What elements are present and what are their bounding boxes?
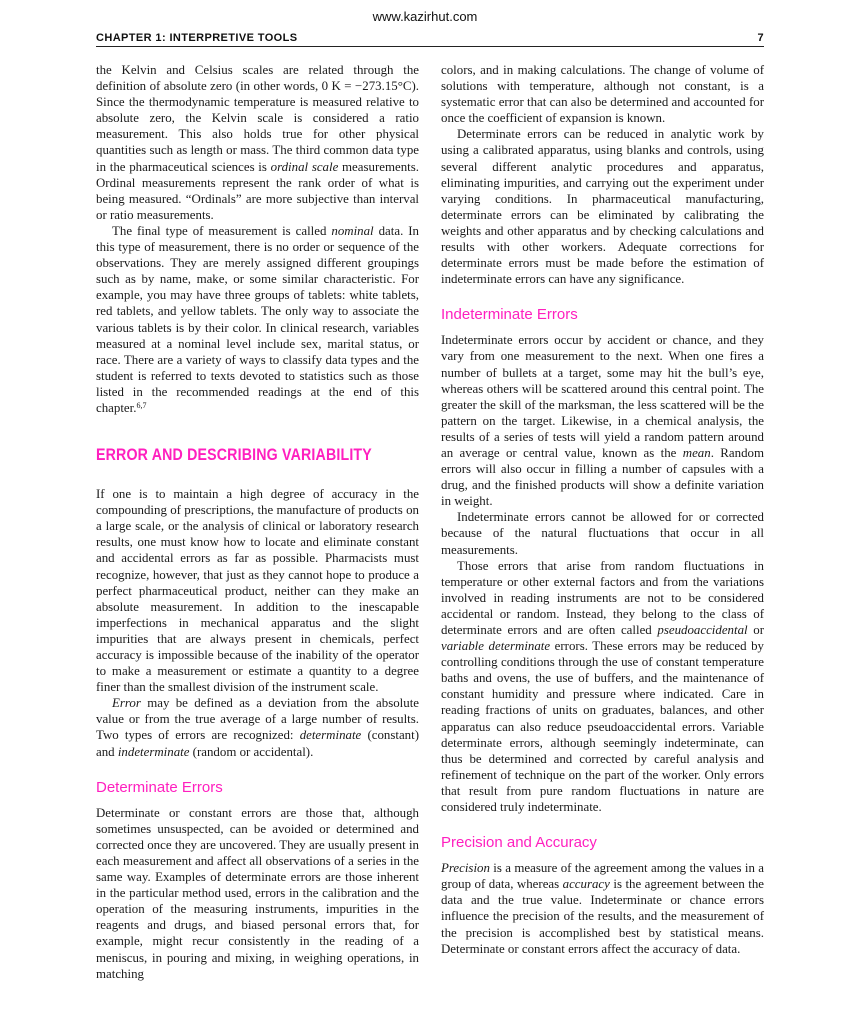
paragraph-indeterminate-errors: Indeterminate errors occur by accident or chance, and they vary from one measurement to the next. When one fires a number of bullets at a target, some may hit the bull’s eye, whereas others will be scattered around this central point. The greater the skill of the marksman, the less scattered will be the pattern on the target. Likewise, in a chemical analysis, the results of a series of tests will yield a random pattern around an average or central value, known as the mean. Random errors will also occur in filling a number of capsules with a drug, and the finished products will show a definite variation in weight. bbox=[441, 333, 764, 509]
subsection-heading-indeterminate: Indeterminate Errors bbox=[441, 306, 578, 324]
paragraph-determinate-errors: Determinate or constant errors are those that, although sometimes unsuspected, can be avoided or determined and corrected once they are uncovered. They are usually present in each measurement and affect all observations of a series in the same way. Examples of determinate errors are those inherent in the particular method used, errors in the calibration and the operation of the measuring instruments, impurities in the reagents and drugs, and biased personal errors that, for example, might recur consistently in the reading of a meniscus, in pouring and mixing, in weighing operations, in matching bbox=[96, 805, 419, 981]
paragraph-accuracy-intro: If one is to maintain a high degree of accuracy in the compounding of prescriptions, the manufacture of products on a large scale, or the analysis of clinical or laboratory research results, one must know how to locate and eliminate constant and accidental errors as far as possible. Pharmacists must recognize, however, that just as they cannot hope to produce a perfect pharmaceutical product, neither can they make an absolute measurement. In addition to the inescapable imperfections in mechanical apparatus and the slight impurities that are always present in chemicals, perfect accuracy is impossible because of the inability of the operator to make a measurement or estimate a quantity to a degree finer than the smallest division of the instrument scale. bbox=[96, 487, 419, 695]
site-watermark-url: www.kazirhut.com bbox=[372, 9, 478, 24]
subsection-heading-determinate: Determinate Errors bbox=[96, 778, 223, 796]
paragraph-precision-accuracy: Precision is a measure of the agreement among the values in a group of data, whereas accuracy is the agreement between the data and the true value. Indeterminate or chance errors influence the precision of the results, and the measurement of the precision is accomplished best by statistical means. Determinate or constant errors affect the accuracy of data. bbox=[441, 861, 764, 956]
page-number: 7 bbox=[757, 32, 764, 44]
left-column bbox=[96, 62, 419, 982]
chapter-title: CHAPTER 1: INTERPRETIVE TOOLS bbox=[96, 32, 298, 44]
citation-superscript: 6,7 bbox=[136, 400, 147, 410]
paragraph-nominal: The final type of measurement is called nominal data. In this type of measurement, there is no order or sequence of the observations. They are merely assigned different groupings such as by name, make, or some similar characteristic. For example, you may have three groups of tablets: white tablets, red tablets, and yellow tablets. The only way to associate the various tablets is by their color. In clinical research, variables measured at a nominal level include sex, marital status, or race. There are a variety of ways to classify data types and the student is referred to texts devoted to statistics such as those listed in the recommended readings at the end of this chapter.$^{6,7}$ bbox=[96, 223, 419, 415]
running-header bbox=[96, 32, 764, 47]
paragraph-natural-fluctuations: Indeterminate errors cannot be allowed for or corrected because of the natural fluctuations that occur in all measurements. bbox=[441, 510, 764, 557]
paragraph-volume-change: colors, and in making calculations. The change of volume of solutions with temperature, although not constant, is a systematic error that can also be determined and accounted for once the coefficient of expansion is known. bbox=[441, 63, 764, 126]
paragraph-reducing-determinate: Determinate errors can be reduced in analytic work by using a calibrated apparatus, using blanks and controls, using several different analytic procedures and apparatus, eliminating impurities, and carrying out the experiment under varying conditions. In pharmaceutical manufacturing, determinate errors can be eliminated by calibrating the weights and other apparatus and by checking calculations and results with other workers. Adequate corrections for determinate errors must be made before the estimation of indeterminate errors can have any significance. bbox=[441, 127, 764, 287]
paragraph-pseudoaccidental: Those errors that arise from random fluctuations in temperature or other external factors and from the variations involved in reading instruments are not to be considered accidental or random. Instead, they belong to the class of determinate errors and are often called pseudoaccidental or variable determinate errors. These errors may be reduced by controlling conditions through the use of constant temperature baths and ovens, the use of buffers, and the maintenance of constant humidity and pressure where indicated. Care in reading fractions of units on graduates, balances, and other apparatus can also reduce pseudoaccidental errors. Variable determinate errors, although seemingly indeterminate, can thus be determined and corrected by careful analysis and refinement of technique on the part of the worker. Only errors that result from pure random fluctuations in nature are considered truly indeterminate. bbox=[441, 558, 764, 815]
right-column bbox=[441, 62, 764, 957]
subsection-heading-precision: Precision and Accuracy bbox=[441, 834, 597, 852]
paragraph-scales: the Kelvin and Celsius scales are related through the definition of absolute zero (in other words, 0 K = −273.15°C). Since the thermodynamic temperature is measured relative to absolute zero, the Kelvin scale is considered a ratio measurement. This also holds true for other physical quantities such as length or mass. The third common data type in the pharmaceutical sciences is ordinal scale measurements. Ordinal measurements represent the rank order of what is being measured. “Ordinals” are more subjective than interval or ratio measurements. bbox=[96, 63, 419, 222]
paragraph-error-definition: Error may be defined as a deviation from the absolute value or from the true average of a large number of results. Two types of errors are recognized: determinate (constant) and indeterminate (random or accidental). bbox=[96, 696, 419, 759]
section-heading-error: ERROR AND DESCRIBING VARIABILITY bbox=[96, 446, 372, 465]
